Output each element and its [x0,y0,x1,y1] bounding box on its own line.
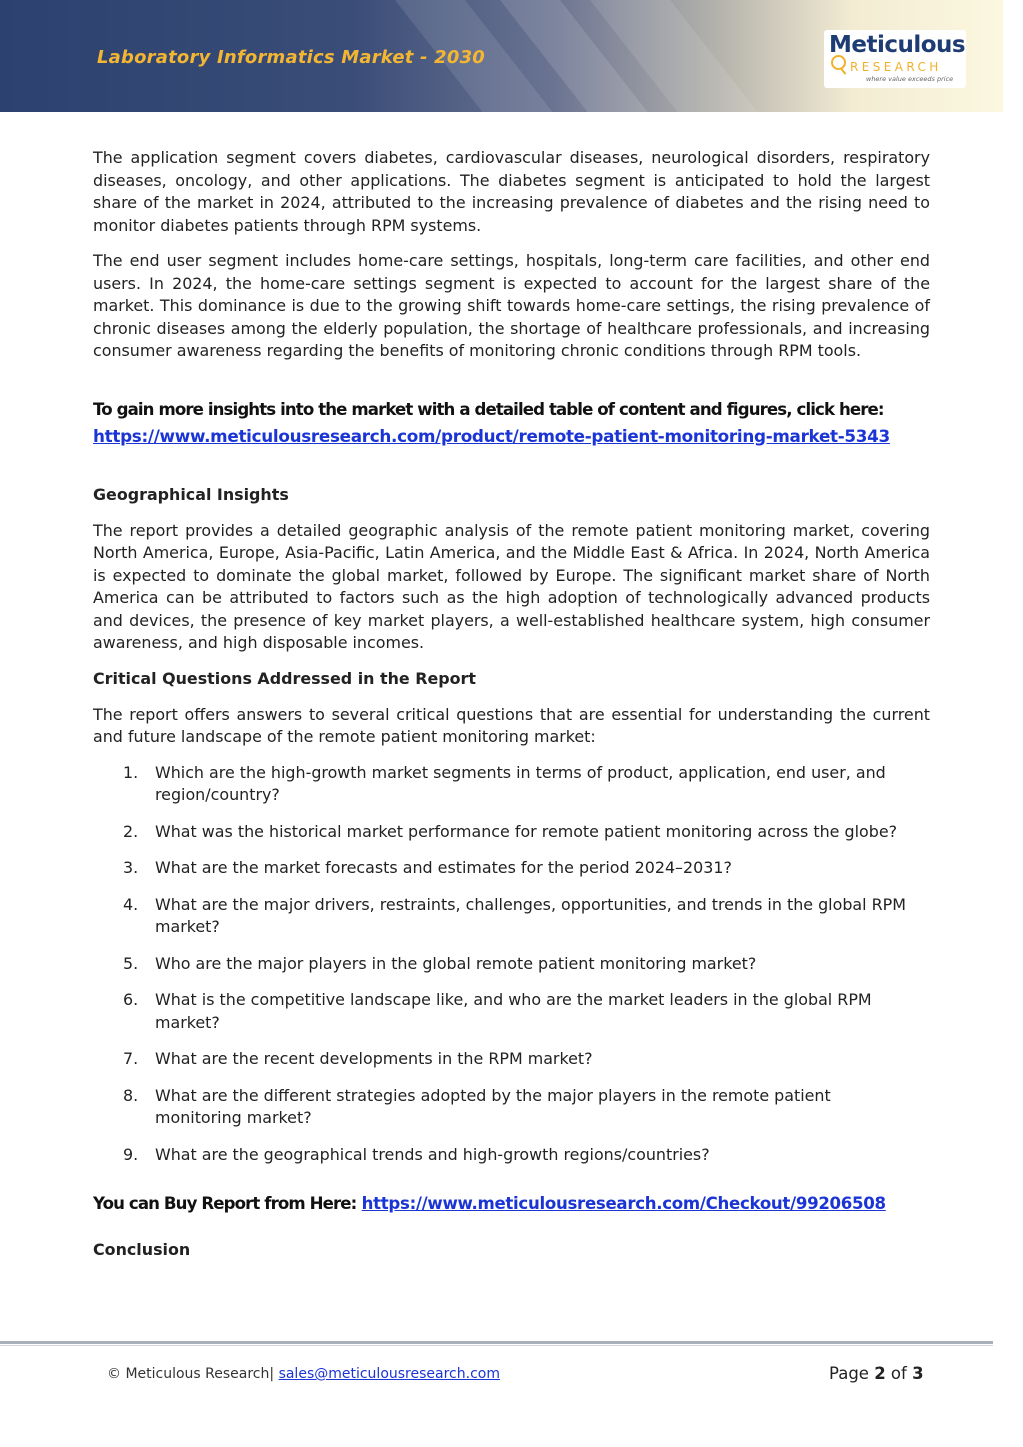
paragraph-application-segment: The application segment covers diabetes, cardiovascular diseases, neurological disorders, respiratory diseases, oncology, and other applications. The diabetes segment is anticipated to hold the largest share of the market in 2024, attributed to the increasing prevalence of diabetes and the rising need to monitor diabetes patients through RPM systems. [93,148,930,235]
page-header [0,0,1003,112]
list-item [93,762,915,807]
footer-divider-thin [0,1345,993,1346]
list-item [93,857,915,880]
list-number: 9. [123,1144,139,1164]
paragraph-end-user-segment: The end user segment includes home-care settings, hospitals, long-term care facilities, and other end users. In 2024, the home-care settings segment is expected to account for the largest share of the market. This dominance is due to the growing shift towards home-care settings, the rising prevalence of chronic diseases among the elderly population, the shortage of healthcare professionals, and increasing consumer awareness regarding the benefits of monitoring chronic conditions through RPM tools. [93,251,930,360]
critical-questions-heading: Critical Questions Addressed in the Report [93,668,476,688]
company-logo [824,30,966,88]
list-number: 7. [123,1049,139,1068]
document-body [93,147,930,1275]
page-number [829,1364,924,1383]
list-number: 4. [123,894,139,914]
conclusion-heading: Conclusion [93,1240,191,1259]
buy-report-line [93,1191,930,1217]
checkout-link[interactable]: https://www.meticulousresearch.com/Checkout/99206508 [361,1194,886,1213]
list-item-text: What are the recent developments in the RPM market? [155,1049,593,1068]
list-item-text: Who are the major players in the global remote patient monitoring market? [155,953,757,973]
copyright-text: © Meticulous Research| [107,1366,275,1382]
footer-copyright [107,1366,500,1382]
list-item-text: What are the different strategies adopted by the major players in the remote patient monitoring market? [155,1085,831,1127]
list-item [93,894,915,939]
paragraph-critical-questions-intro: The report offers answers to several critical questions that are essential for understanding the current and future landscape of the remote patient monitoring market: [93,704,930,746]
list-item [93,1144,915,1167]
footer-divider [0,1341,993,1344]
list-item-text: Which are the high-growth market segments in terms of product, application, end user, and region/country? [155,762,886,804]
buy-report-label: You can Buy Report from Here: [93,1194,357,1213]
list-item-text: What are the geographical trends and high-growth regions/countries? [155,1144,710,1164]
list-item [93,953,915,976]
list-number: 2. [123,821,139,841]
page-label: Page [829,1364,875,1383]
logo-wordmark: Meticulous [829,32,966,58]
list-item-text: What is the competitive landscape like, and who are the market leaders in the global RPM market? [155,990,872,1032]
list-item [93,1085,915,1130]
email-link[interactable]: sales@meticulousresearch.com [278,1366,500,1382]
current-page: 2 [874,1364,886,1383]
list-number: 6. [123,990,139,1009]
logo-subtitle: RESEARCH [850,60,942,74]
page-of-label: of [885,1364,913,1383]
list-item [93,1048,915,1071]
list-number: 3. [123,858,139,877]
list-item-text: What are the market forecasts and estimates for the period 2024–2031? [155,858,732,877]
document-title: Laboratory Informatics Market - 2030 [97,47,486,68]
paragraph-geographical-insights: The report provides a detailed geographic analysis of the remote patient monitoring market, covering North America, Europe, Asia-Pacific, Latin America, and the Middle East & Africa. In 2024, North America is expected to dominate the global market, followed by Europe. The significant market share of North America can be attributed to factors such as the high adoption of technologically advanced products and devices, the presence of key market players, a well-established healthcare system, high consumer awareness, and high disposable incomes. [93,520,930,652]
insights-call-to-action: To gain more insights into the market with a detailed table of content and figures, click here: [93,399,884,419]
geographical-insights-heading: Geographical Insights [93,484,289,504]
total-pages: 3 [912,1364,924,1383]
product-page-link[interactable]: https://www.meticulousresearch.com/product/remote-patient-monitoring-market-5343 [93,425,890,446]
list-item [93,989,915,1034]
list-number: 8. [123,1085,139,1105]
list-item [93,821,915,844]
critical-questions-list [93,762,930,1167]
logo-tagline: where value exceeds price [866,75,954,83]
list-item-text: What are the major drivers, restraints, challenges, opportunities, and trends in the global RPM market? [155,894,906,936]
list-number: 5. [123,953,139,973]
list-item-text: What was the historical market performance for remote patient monitoring across the globe? [155,821,898,841]
list-number: 1. [123,762,139,782]
